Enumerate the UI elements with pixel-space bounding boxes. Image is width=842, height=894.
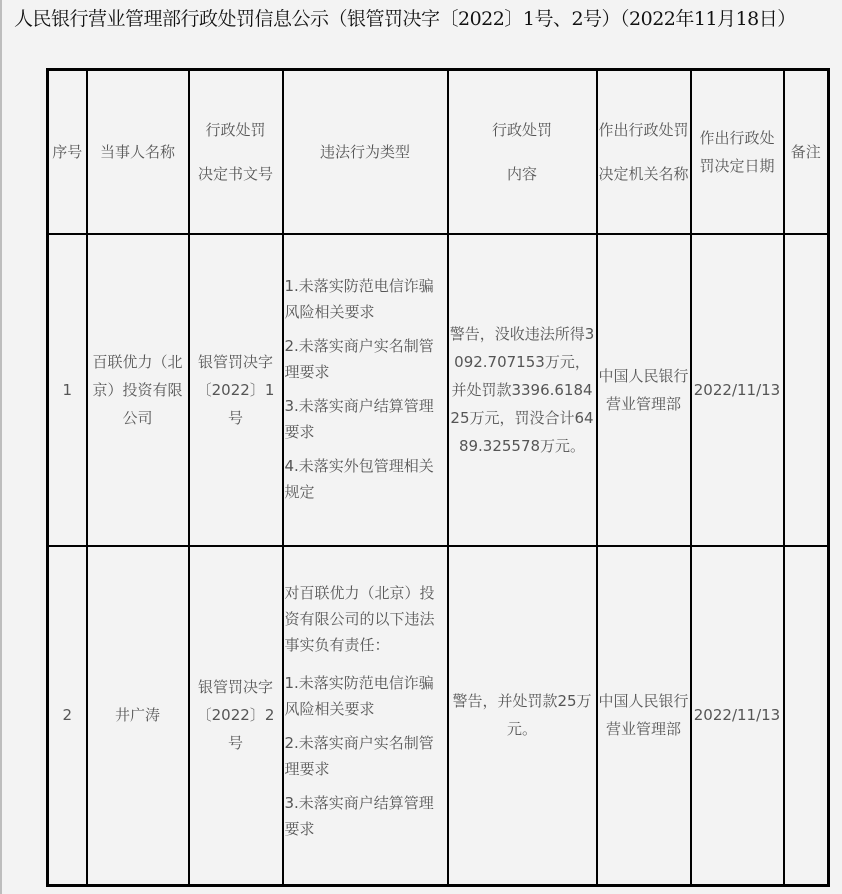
violation-item: 3.未落实商户结算管理要求 (284, 396, 434, 441)
violation-item: 3.未落实商户结算管理要求 (284, 794, 434, 839)
cell-violations (283, 546, 448, 886)
cell-decision-no: 银管罚决字〔2022〕1号 (189, 234, 283, 546)
violation-item: 4.未落实外包管理相关规定 (284, 456, 434, 501)
header-penalty-content-line2: 内容 (506, 164, 537, 183)
cell-decision-no: 银管罚决字〔2022〕2号 (189, 546, 283, 886)
header-penalty-content (448, 70, 597, 234)
header-decision-no (189, 70, 283, 234)
table-row (48, 234, 829, 546)
cell-penalty-content: 警告，没收违法所得3092.707153万元，并处罚款3396.618425万元，罚没合计6489.325578万元。 (448, 234, 597, 546)
cell-seq: 2 (48, 546, 87, 886)
table-header-row (48, 70, 829, 234)
header-seq: 序号 (48, 70, 87, 234)
header-decision-date: 作出行政处罚决定日期 (691, 70, 784, 234)
violation-item: 2.未落实商户实名制管理要求 (284, 336, 434, 381)
header-decision-no-line1: 行政处罚 (205, 120, 266, 139)
cell-party-name: 百联优力（北京）投资有限公司 (87, 234, 189, 546)
violation-intro: 对百联优力（北京）投资有限公司的以下违法事实负有责任： (284, 584, 435, 655)
cell-remarks (784, 546, 829, 886)
header-decision-no-line2: 决定书文号 (197, 164, 273, 183)
page-title: 人民银行营业管理部行政处罚信息公示（银管罚决字〔2022〕1号、2号）（2022年11月18日） (14, 8, 796, 30)
penalty-info-table (46, 68, 830, 887)
cell-authority: 中国人民银行营业管理部 (597, 546, 691, 886)
cell-violations (283, 234, 448, 546)
header-remarks: 备注 (784, 70, 829, 234)
cell-penalty-content: 警告，并处罚款25万元。 (448, 546, 597, 886)
cell-decision-date: 2022/11/13 (691, 546, 784, 886)
page-left-border (0, 0, 2, 894)
violation-item: 1.未落实防范电信诈骗风险相关要求 (284, 276, 434, 321)
header-authority (597, 70, 691, 234)
cell-authority: 中国人民银行营业管理部 (597, 234, 691, 546)
header-penalty-content-line1: 行政处罚 (491, 120, 552, 139)
cell-remarks (784, 234, 829, 546)
header-violation-type: 违法行为类型 (283, 70, 448, 234)
header-party-name: 当事人名称 (87, 70, 189, 234)
table-row (48, 546, 829, 886)
header-authority-line2: 决定机关名称 (598, 164, 689, 183)
cell-party-name: 井广涛 (87, 546, 189, 886)
cell-seq: 1 (48, 234, 87, 546)
cell-decision-date: 2022/11/13 (691, 234, 784, 546)
header-authority-line1: 作出行政处罚 (598, 120, 689, 139)
violation-item: 2.未落实商户实名制管理要求 (284, 734, 434, 779)
violation-item: 1.未落实防范电信诈骗风险相关要求 (284, 674, 434, 719)
